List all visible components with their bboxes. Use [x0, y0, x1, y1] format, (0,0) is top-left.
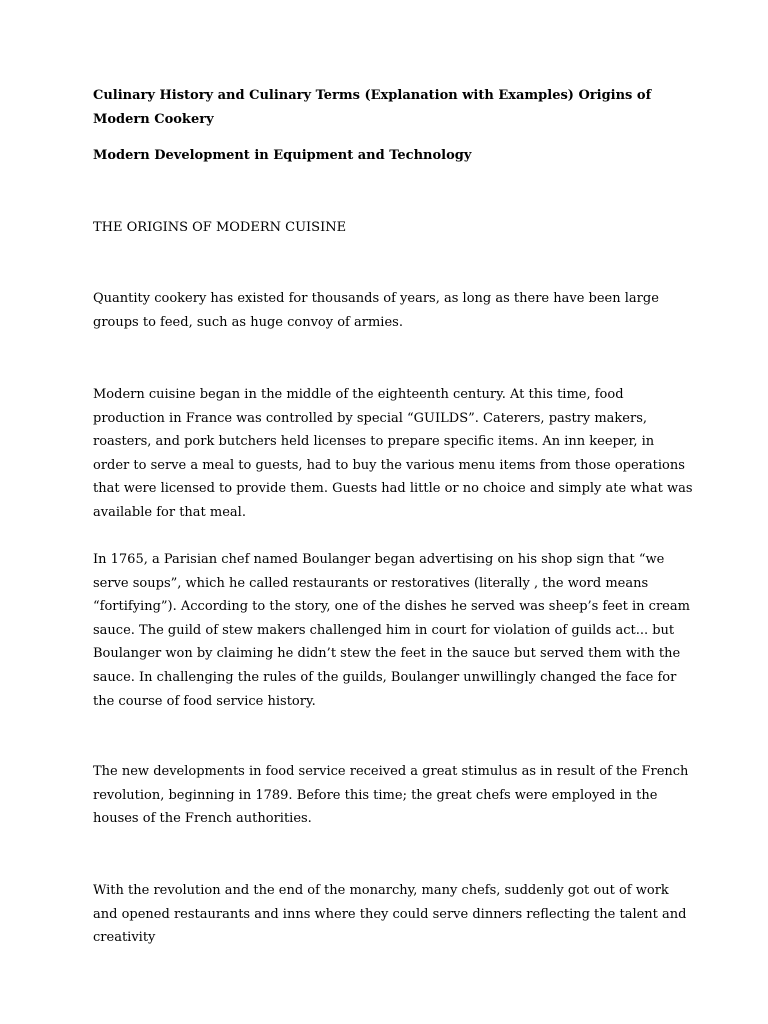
document-title: Culinary History and Culinary Terms (Explanation with Examples) Origins of Modern Cookery: [93, 88, 652, 127]
section-heading: THE ORIGINS OF MODERN CUISINE: [93, 220, 347, 235]
document-subtitle: Modern Development in Equipment and Technology: [93, 148, 472, 163]
paragraph: The new developments in food service received a great stimulus as in result of the French revolution, beginning in 1789. Before this time; the great chefs were employed in the houses of the French authorities.: [93, 764, 689, 827]
paragraph: Quantity cookery has existed for thousands of years, as long as there have been large groups to feed, such as huge convoy of armies.: [93, 291, 659, 330]
paragraph: With the revolution and the end of the monarchy, many chefs, suddenly got out of work and opened restaurants and inns where they could serve dinners reflecting the talent and creativity: [93, 883, 687, 946]
paragraph: Modern cuisine began in the middle of the eighteenth century. At this time, food production in France was controlled by special “GUILDS”. Caterers, pastry makers, roasters, and pork butchers held licenses to prepare specific items. An inn keeper, in order to serve a meal to guests, had to buy the various menu items from those operations that were licensed to provide them. Guests had little or no choice and simply ate what was available for that meal.: [93, 387, 693, 520]
paragraph: In 1765, a Parisian chef named Boulanger began advertising on his shop sign that “we serve soups”, which he called restaurants or restoratives (literally , the word means “fortifying”). According to the story, one of the dishes he served was sheep’s feet in cream sauce. The guild of stew makers challenged him in court for violation of guilds act... but Boulanger won by claiming he didn’t stew the feet in the sauce but served them with the sauce. In challenging the rules of the guilds, Boulanger unwillingly changed the face for the course of food service history.: [93, 552, 690, 709]
